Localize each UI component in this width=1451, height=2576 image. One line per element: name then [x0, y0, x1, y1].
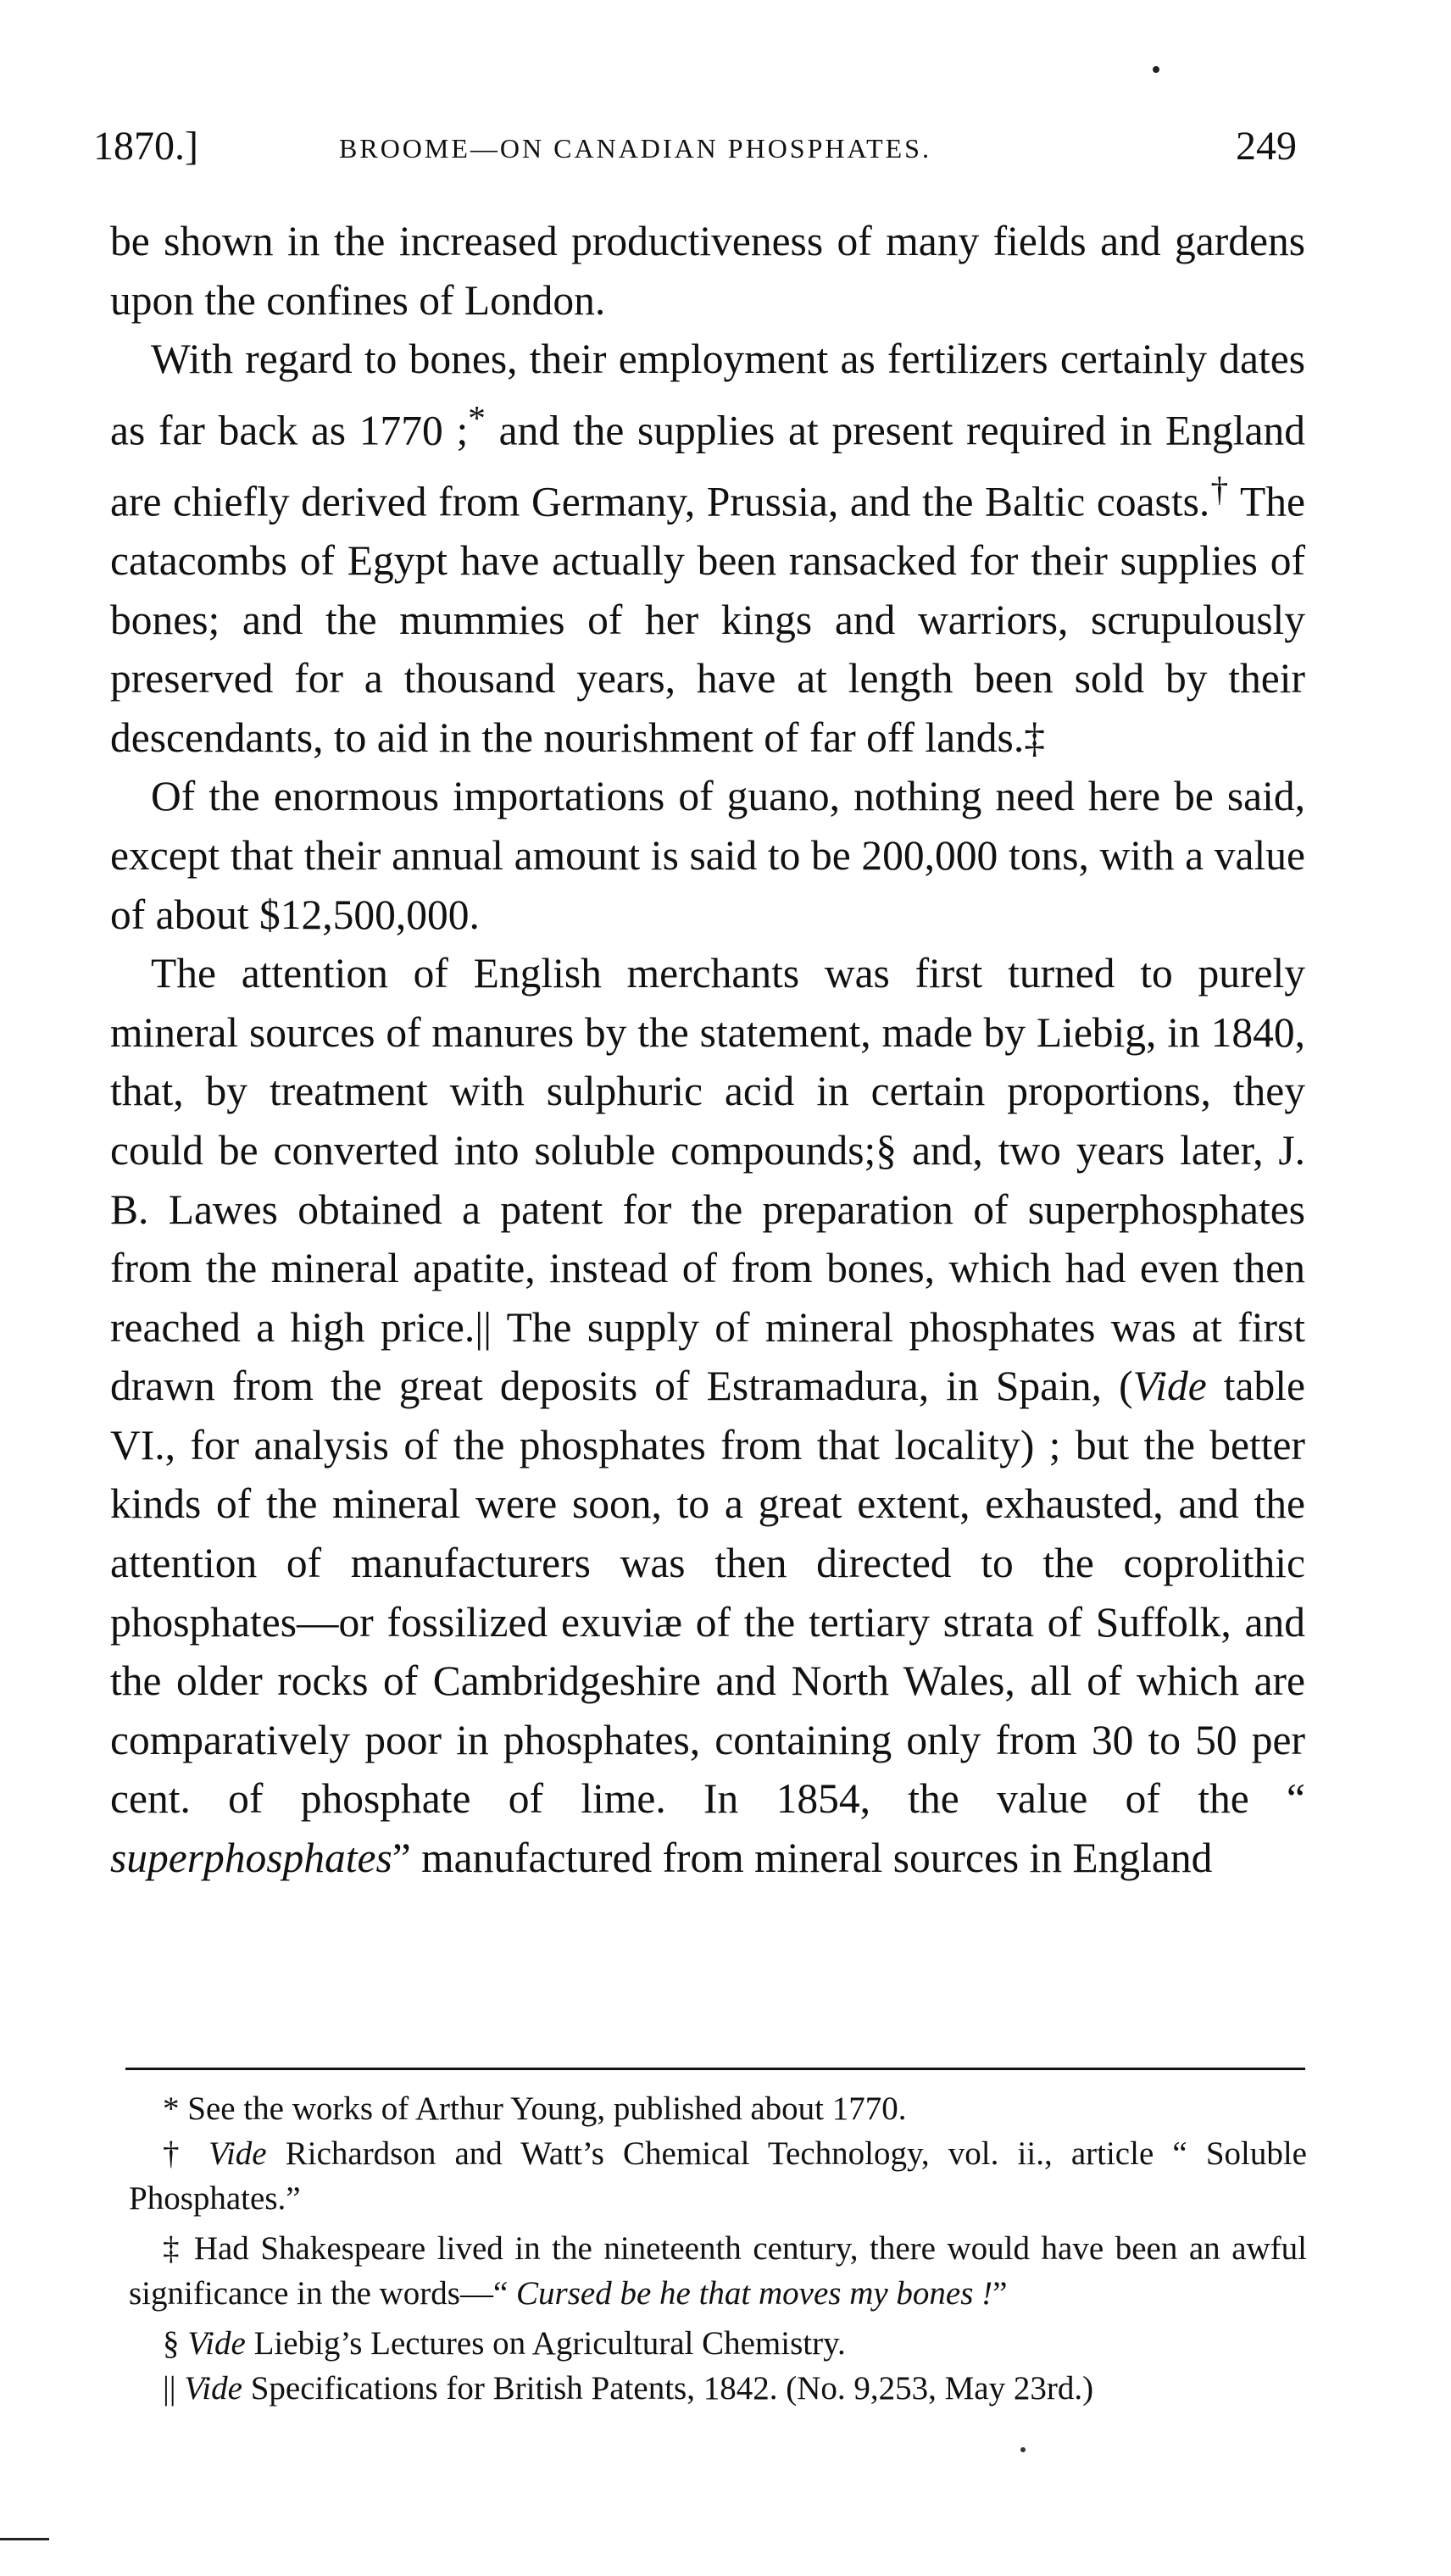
- footnote-4-text: Liebig’s Lectures on Agricultural Chemistry.: [245, 2325, 846, 2362]
- footnote-4-vide: Vide: [187, 2325, 246, 2362]
- footnote-2-text: Richardson and Watt’s Chemical Technology, vol. ii., article “ Soluble Phosphates.”: [129, 2135, 1307, 2217]
- header-year: 1870.]: [93, 124, 198, 169]
- header-title: BROOME—ON CANADIAN PHOSPHATES.: [339, 133, 931, 164]
- paragraph-1: be shown in the increased productiveness of many fields and gardens upon the confines of London.: [110, 218, 1305, 324]
- footnote-2-mark: †: [163, 2135, 209, 2172]
- footnote-5-text: Specifications for British Patents, 1842. (No. 9,253, May 23rd.): [242, 2370, 1094, 2407]
- page-number: 249: [1236, 124, 1297, 169]
- ink-speck-bottom: [1020, 2447, 1026, 2452]
- main-text: [110, 212, 1305, 1888]
- superphosphates-italic: superphosphates: [110, 1835, 392, 1882]
- footnote-divider: [125, 2068, 1305, 2070]
- vide-italic: Vide: [1132, 1363, 1207, 1410]
- ink-speck: [1153, 66, 1159, 73]
- footnote-ref-parallel: ||: [475, 1303, 492, 1351]
- running-header: [93, 123, 1297, 182]
- paragraph-4-part-f: ” manufactured from mineral sources in England: [392, 1835, 1213, 1882]
- table-reference: VI.: [110, 1421, 165, 1468]
- footnote-3-end: ”: [992, 2275, 1008, 2312]
- paragraph-3: Of the enormous importations of guano, nothing need here be said, except that their annual amount is said to be 200,000 tons, with a value of about $12,500,000.: [110, 773, 1305, 938]
- footnote-4: [129, 2321, 1307, 2366]
- footnote-ref-section: §: [876, 1126, 898, 1174]
- paragraph-4-part-d: table: [1206, 1363, 1305, 1410]
- paragraph-4-part-c: The supply of mineral phosphates was at first drawn from the great deposits of Estramadura, in Spain, (: [110, 1303, 1305, 1410]
- paragraph-4-part-e: , for analysis of the phosphates from that locality) ; but the better kinds of the mineral were soon, to a great extent, exhausted, and the attention of manufacturers was then directed to the coprolithic phosphates—or fossilized exuviæ of the tertiary strata of Suffolk, and the older rocks of Cambridgeshire and North Wales, all of which are comparatively poor in phosphates, containing only from 30 to 50 per cent. of phosphate of lime. In 1854, the value of the “: [110, 1421, 1305, 1823]
- footnote-3-quote: Cursed be he that moves my bones !: [516, 2275, 993, 2312]
- footnote-5-vide: Vide: [184, 2370, 242, 2407]
- paragraph-4-part-b: and, two years later, J. B. Lawes obtained a patent for the preparation of superphosphates from the mineral apatite, instead of from bones, which had even then reached a high price.: [110, 1126, 1306, 1351]
- footnote-2-vide: Vide: [208, 2135, 267, 2172]
- footnote-ref-dagger: †: [1209, 469, 1230, 508]
- footnote-5-mark: ||: [163, 2370, 185, 2407]
- footnote-ref-double-dagger: ‡: [1024, 713, 1045, 761]
- paragraph-2-part-a: With regard to bones, their employment as fertilizers certainly dates as far back as 1770 ;: [110, 336, 1305, 454]
- paragraph-2: [110, 330, 1305, 767]
- footnotes: [129, 2086, 1307, 2411]
- footnote-1: * See the works of Arthur Young, published about 1770.: [163, 2090, 907, 2127]
- scan-edge-mark: [0, 2538, 49, 2540]
- paragraph-4-part-a: The attention of English merchants was first turned to purely mineral sources of manures by the statement, made by Liebig, in 1840, that, by treatment with sulphuric acid in certain proportions, they could be converted into soluble compounds;: [110, 950, 1305, 1174]
- footnote-5: [129, 2366, 1307, 2411]
- paragraph-2-part-c: The catacombs of Egypt have actually been ransacked for their supplies of bones; and the mummies of her kings and warriors, scrupulously preserved for a thousand years, have at length been sold by their descendants, to aid in the nourishment of far off lands.: [110, 478, 1305, 761]
- footnote-3-text: ‡ Had Shakespeare lived in the nineteenth century, there would have been an awful significance in the words—“: [129, 2230, 1307, 2312]
- footnote-4-mark: §: [163, 2325, 188, 2362]
- footnote-3: [129, 2226, 1307, 2316]
- footnote-2: [129, 2131, 1307, 2221]
- footnote-ref-star: *: [468, 397, 486, 437]
- paragraph-2-part-b: and the supplies at present required in England are chiefly derived from Germany, Prussia, and the Baltic coasts.: [110, 407, 1305, 525]
- paragraph-4: [110, 944, 1305, 1888]
